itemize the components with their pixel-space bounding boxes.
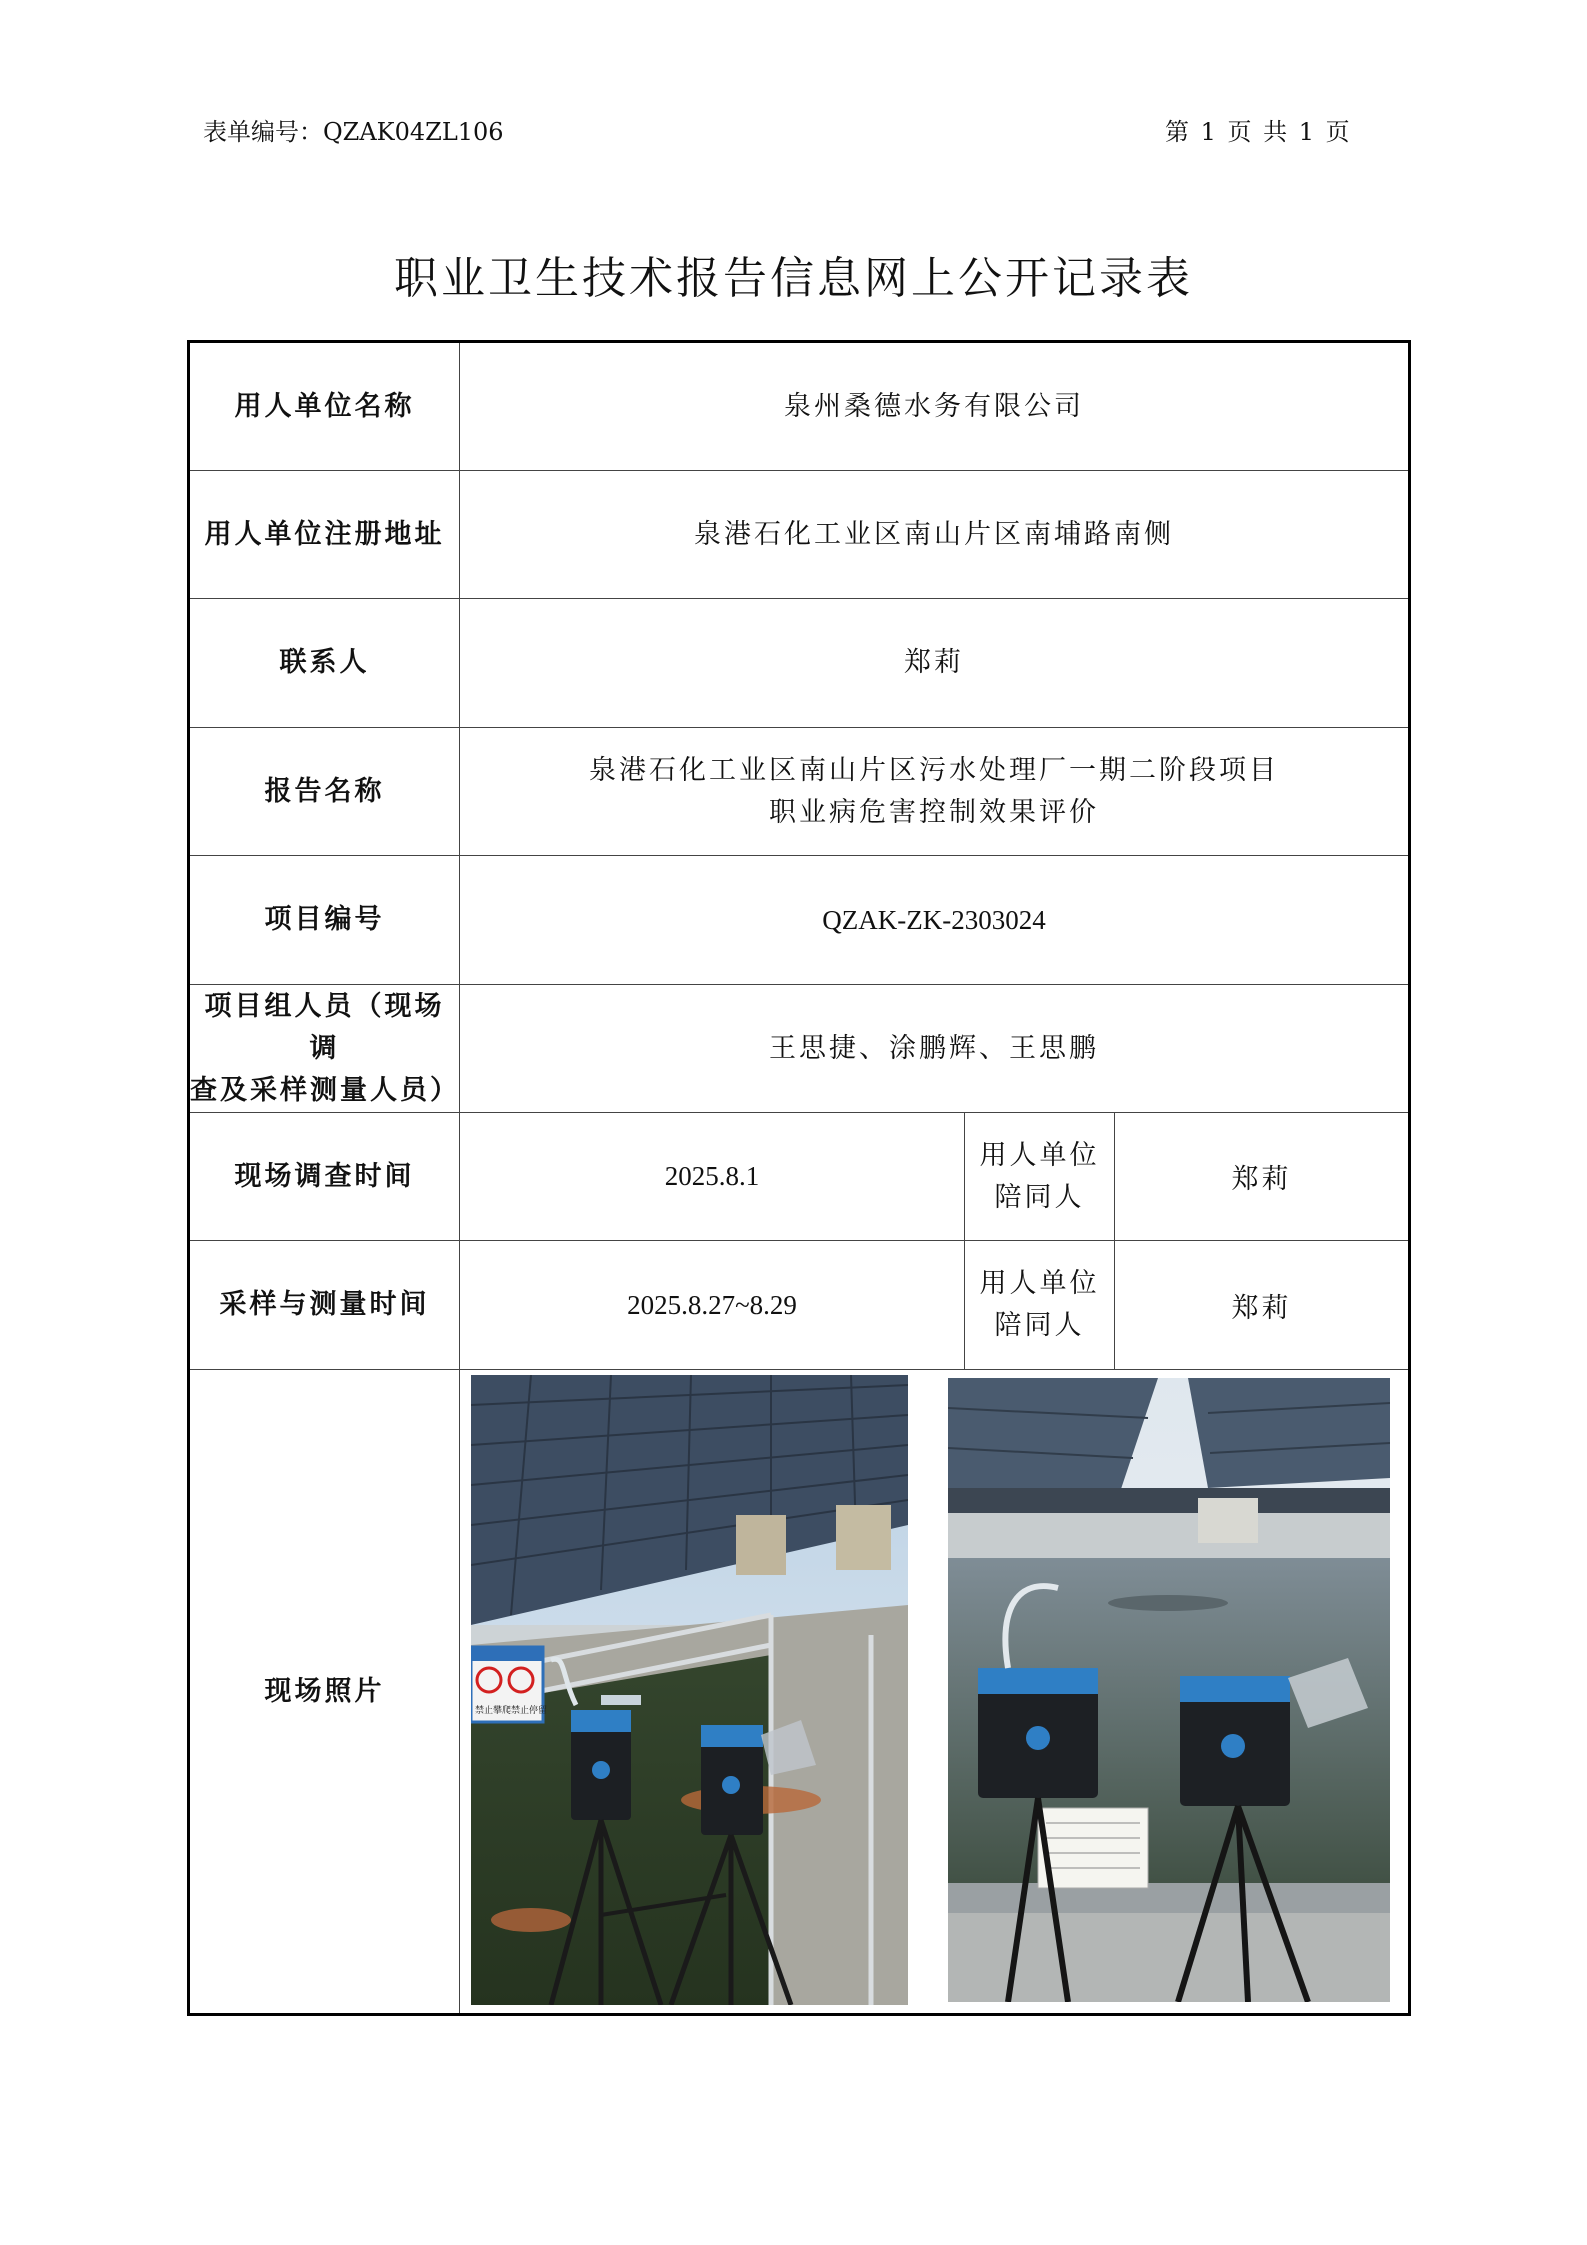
project-no-label: 项目编号	[190, 856, 460, 984]
sampling-time-label: 采样与测量时间	[190, 1241, 460, 1369]
row-report-name	[190, 728, 1408, 856]
survey-accompany-value: 郑莉	[1231, 1164, 1292, 1195]
row-unit-name	[190, 343, 1408, 471]
team-value: 王思捷、涂鹏辉、王思鹏	[769, 1032, 1099, 1064]
row-address	[190, 471, 1408, 599]
team-label-line2: 查及采样测量人员）	[190, 1074, 460, 1106]
sign-text-1: 禁止攀爬	[475, 1706, 512, 1716]
address-value: 泉港石化工业区南山片区南埔路南侧	[694, 518, 1174, 550]
row-team	[190, 985, 1408, 1113]
site-photo-1	[471, 1375, 908, 2005]
contact-label: 联系人	[190, 599, 460, 727]
sampling-accompany-value: 郑莉	[1231, 1292, 1292, 1324]
report-name-line1: 泉港石化工业区南山片区污水处理厂一期二阶段项目	[589, 754, 1279, 786]
site-photo-2	[948, 1378, 1390, 2002]
form-number: 表单编号：QZAK04ZL106	[203, 118, 504, 146]
photos-label: 现场照片	[190, 1370, 460, 2013]
row-survey-time	[190, 1113, 1408, 1241]
team-label-line1: 项目组人员（现场调	[204, 990, 445, 1064]
contact-value: 郑莉	[904, 647, 964, 678]
address-label: 用人单位注册地址	[190, 471, 460, 598]
page-title: 职业卫生技术报告信息网上公开记录表	[394, 253, 1193, 304]
sign-text-2: 禁止停留	[511, 1706, 548, 1716]
sampling-accompany-label	[965, 1241, 1115, 1369]
row-contact	[190, 599, 1408, 728]
sampling-time-value: 2025.8.27~8.29	[460, 1241, 965, 1369]
survey-accompany-label-line1: 用人单位	[979, 1139, 1100, 1171]
report-name-label: 报告名称	[190, 728, 460, 855]
unit-name-value: 泉州桑德水务有限公司	[784, 390, 1084, 422]
report-name-line2: 职业病危害控制效果评价	[769, 796, 1099, 828]
unit-name-label: 用人单位名称	[190, 343, 460, 470]
page-info: 第 1 页 共 1 页	[1165, 118, 1352, 146]
report-name-value	[460, 728, 1408, 855]
sampling-accompany-label-line2: 陪同人	[994, 1310, 1085, 1341]
sampling-accompany-label-line1: 用人单位	[979, 1268, 1100, 1299]
survey-accompany-label	[965, 1113, 1115, 1240]
project-no-value: QZAK-ZK-2303024	[822, 905, 1046, 935]
survey-time-label: 现场调查时间	[190, 1113, 460, 1240]
survey-time-value: 2025.8.1	[460, 1113, 965, 1240]
team-label	[190, 985, 460, 1112]
survey-accompany-label-line2: 陪同人	[994, 1181, 1085, 1213]
row-project-no	[190, 856, 1408, 985]
row-sampling-time	[190, 1241, 1408, 1370]
